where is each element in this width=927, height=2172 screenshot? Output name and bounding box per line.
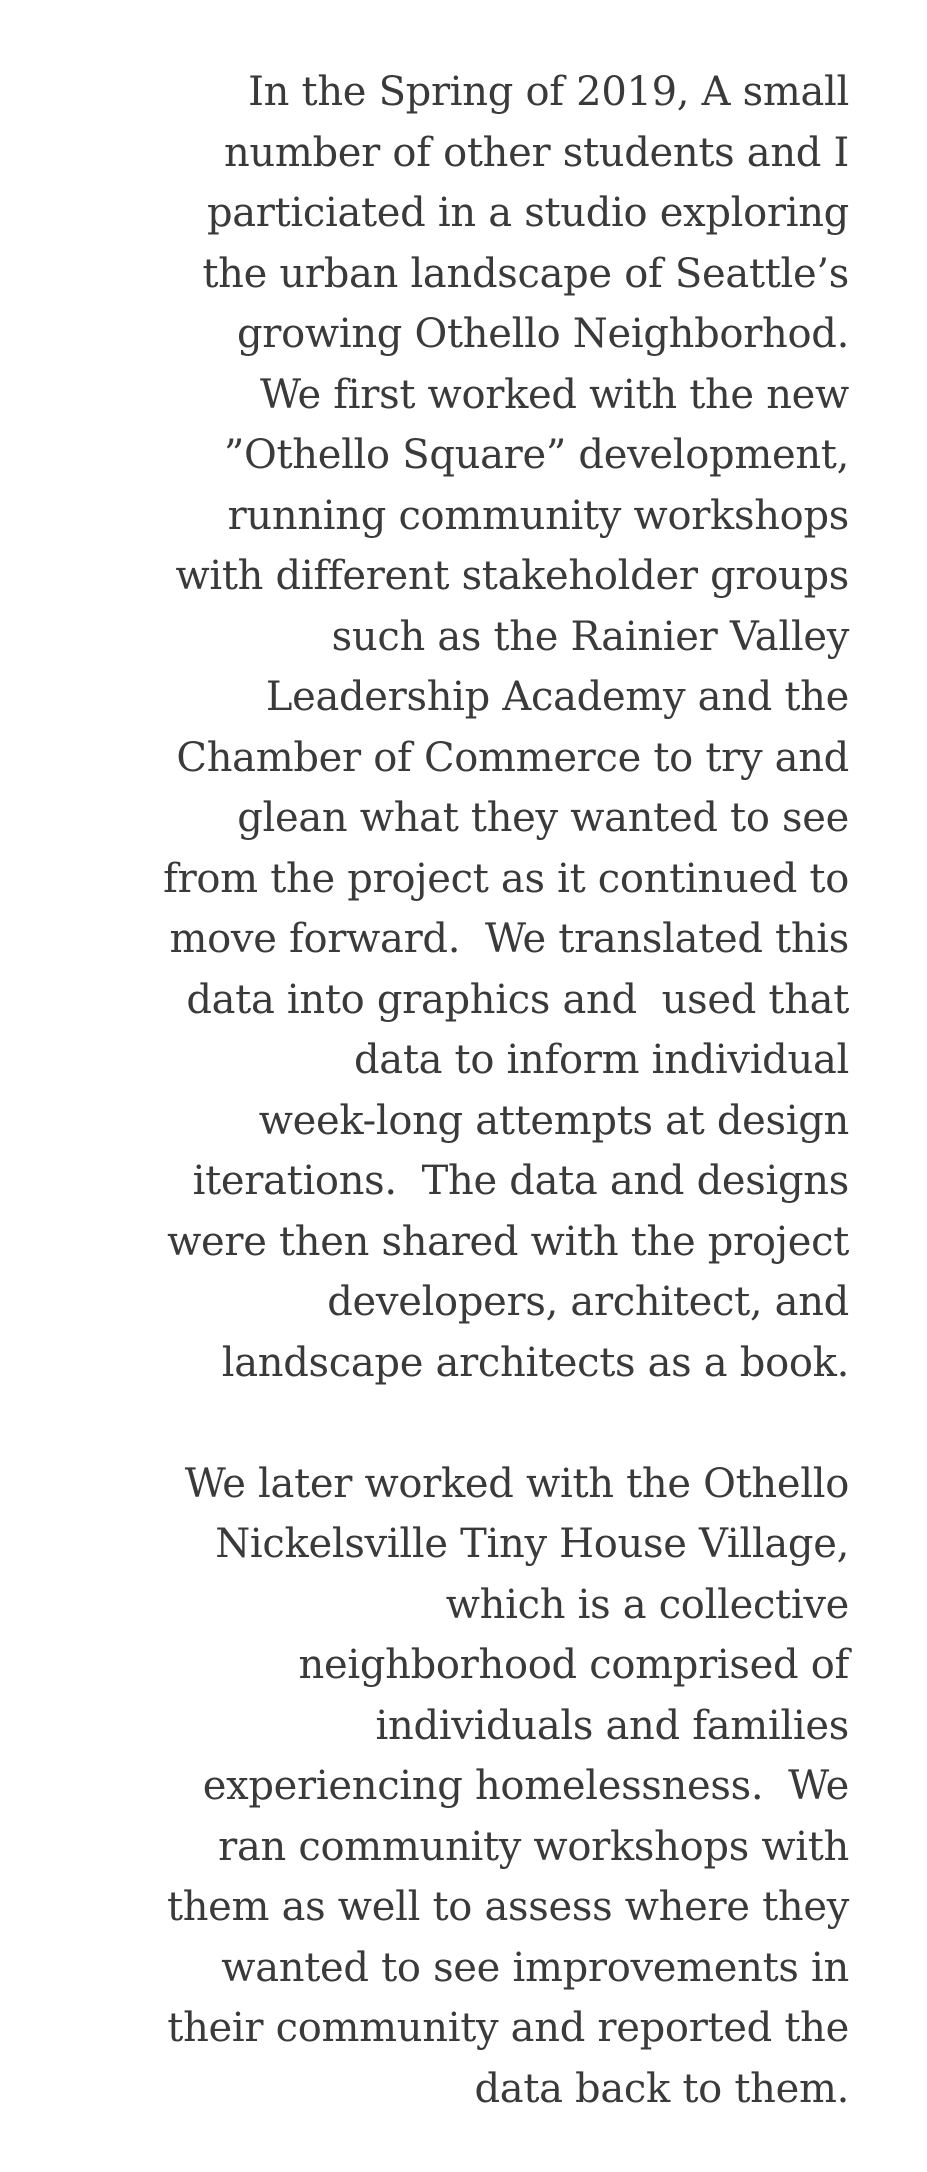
- text-line: experiencing homelessness. We: [202, 1763, 849, 1809]
- text-line: wanted to see improvements in: [221, 1944, 849, 1991]
- text-line: In the Spring of 2019, A small: [248, 69, 849, 115]
- text-line: such as the Rainier Valley: [331, 613, 849, 660]
- text-line: growing Othello Neighborhod.: [236, 311, 849, 357]
- text-line: iterations. The data and designs: [192, 1158, 849, 1204]
- text-line: them as well to assess where they: [166, 1884, 849, 1930]
- text-line: were then shared with the project: [167, 1218, 849, 1265]
- text-line: number of other students and I: [223, 129, 849, 176]
- paragraph-othello-square: [29, 62, 849, 1393]
- text-line: landscape architects as a book.: [221, 1339, 849, 1386]
- text-line: Chamber of Commerce to try and: [176, 734, 849, 781]
- text-line: data to inform individual: [353, 1037, 849, 1083]
- text-line: individuals and families: [375, 1702, 849, 1749]
- text-line: their community and reported the: [167, 2005, 849, 2051]
- text-line: particiated in a studio exploring: [206, 190, 849, 236]
- text-line: from the project as it continued to: [163, 855, 849, 902]
- text-line: We later worked with the Othello: [184, 1460, 849, 1507]
- body-text: [29, 62, 849, 2119]
- text-line: Nickelsville Tiny House Village,: [215, 1521, 849, 1567]
- text-line: Leadership Academy and the: [265, 674, 849, 720]
- text-line: the urban landscape of Seattle’s: [202, 250, 849, 297]
- text-line: neighborhood comprised of: [298, 1642, 849, 1688]
- text-line: move forward. We translated this: [169, 916, 849, 962]
- text-line: data back to them.: [474, 2065, 849, 2112]
- text-line: We first worked with the new: [259, 371, 849, 418]
- paragraph-nickelsville: [29, 1454, 849, 2120]
- text-line: running community workshops: [227, 492, 849, 539]
- text-line: which is a collective: [445, 1581, 849, 1628]
- text-line: week-long attempts at design: [258, 1097, 849, 1144]
- text-line: ran community workshops with: [218, 1823, 849, 1870]
- text-line: glean what they wanted to see: [237, 795, 849, 841]
- text-line: data into graphics and used that: [186, 976, 849, 1023]
- text-line: developers, architect, and: [327, 1279, 849, 1325]
- text-line: ”Othello Square” development,: [223, 432, 849, 478]
- text-line: with different stakeholder groups: [175, 553, 849, 599]
